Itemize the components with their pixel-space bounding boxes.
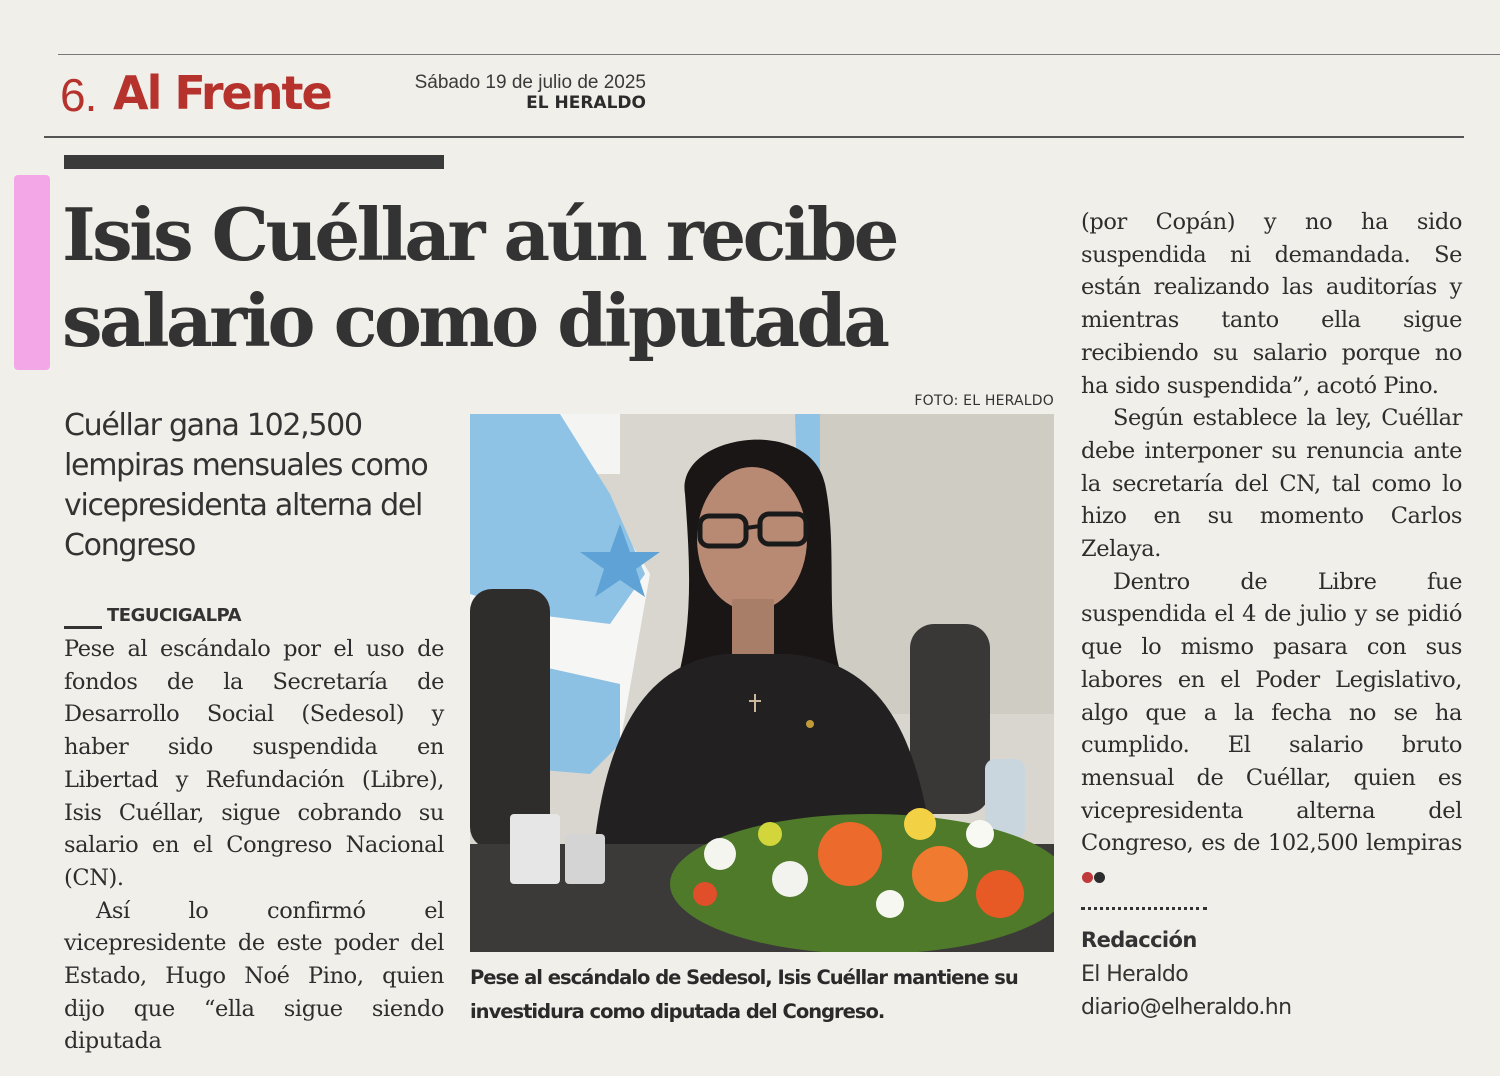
headline-line-2: salario como diputada bbox=[62, 278, 887, 363]
highlighter-mark bbox=[14, 175, 50, 370]
end-mark-dot-red bbox=[1082, 872, 1093, 883]
paragraph-3: (por Copán) y no ha sido suspendida ni demandada. Se están realizando las auditorías y mientras tanto ella sigue recibiendo su salario porque no ha sido suspendida”, acotó Pino. bbox=[1081, 209, 1462, 399]
end-mark-dot bbox=[1094, 872, 1105, 883]
body-column-right bbox=[1081, 206, 1462, 893]
body-column-left bbox=[64, 633, 444, 1058]
subtitle: Cuéllar gana 102,500 lempiras mensuales como vicepresidenta alterna del Congreso bbox=[64, 408, 428, 563]
photo-caption: Pese al escándalo de Sedesol, Isis Cuéllar mantiene su investidura como diputada del Congreso. bbox=[470, 966, 1018, 1023]
paragraph-2: Así lo confirmó el vicepresidente de este poder del Estado, Hugo Noé Pino, quien dijo que “ella sigue siendo diputada bbox=[64, 897, 444, 1055]
dateline-dash bbox=[64, 626, 102, 629]
issue-date: Sábado 19 de julio de 2025 bbox=[414, 72, 646, 93]
byline-email: diario@elheraldo.hn bbox=[1081, 995, 1292, 1020]
newspaper-name: EL HERALDO bbox=[526, 93, 646, 113]
section-name: Al Frente bbox=[113, 66, 331, 120]
headline-bar bbox=[64, 155, 444, 169]
top-rule bbox=[58, 54, 1500, 55]
section-number: 6. bbox=[60, 69, 97, 121]
paragraph-5-text: Dentro de Libre fue suspendida el 4 de julio y se pidió que lo mismo pasara con sus labores en el Poder Legislativo, algo que a la fecha no se ha cumplido. El salario bruto mensual de Cuéllar, quien es vicepresidenta alterna del Congreso, es de 102,500 lempiras bbox=[1081, 568, 1462, 857]
header-rule bbox=[44, 136, 1464, 138]
photo-credit: FOTO: EL HERALDO bbox=[914, 393, 1054, 409]
paragraph-5 bbox=[1081, 566, 1462, 893]
paragraph-4: Según establece la ley, Cuéllar debe interponer su renuncia ante la secretaría del CN, tal como lo hizo en su momento Carlos Zelaya. bbox=[1081, 405, 1462, 563]
photo-illustration bbox=[470, 414, 1054, 952]
headline-line-1: Isis Cuéllar aún recibe bbox=[62, 192, 896, 277]
byline-divider bbox=[1081, 907, 1207, 910]
article-photo bbox=[470, 414, 1054, 952]
headline bbox=[62, 192, 1062, 364]
paragraph-1: Pese al escándalo por el uso de fondos de la Secretaría de Desarrollo Social (Sedesol) y haber sido suspendida en Libertad y Refundación (Libre), Isis Cuéllar, sigue cobrando su salario en el Congreso Nacional (CN). bbox=[64, 636, 444, 891]
byline-title: Redacción bbox=[1081, 928, 1197, 952]
dateline: TEGUCIGALPA bbox=[107, 605, 242, 626]
byline-organization: El Heraldo bbox=[1081, 962, 1189, 987]
